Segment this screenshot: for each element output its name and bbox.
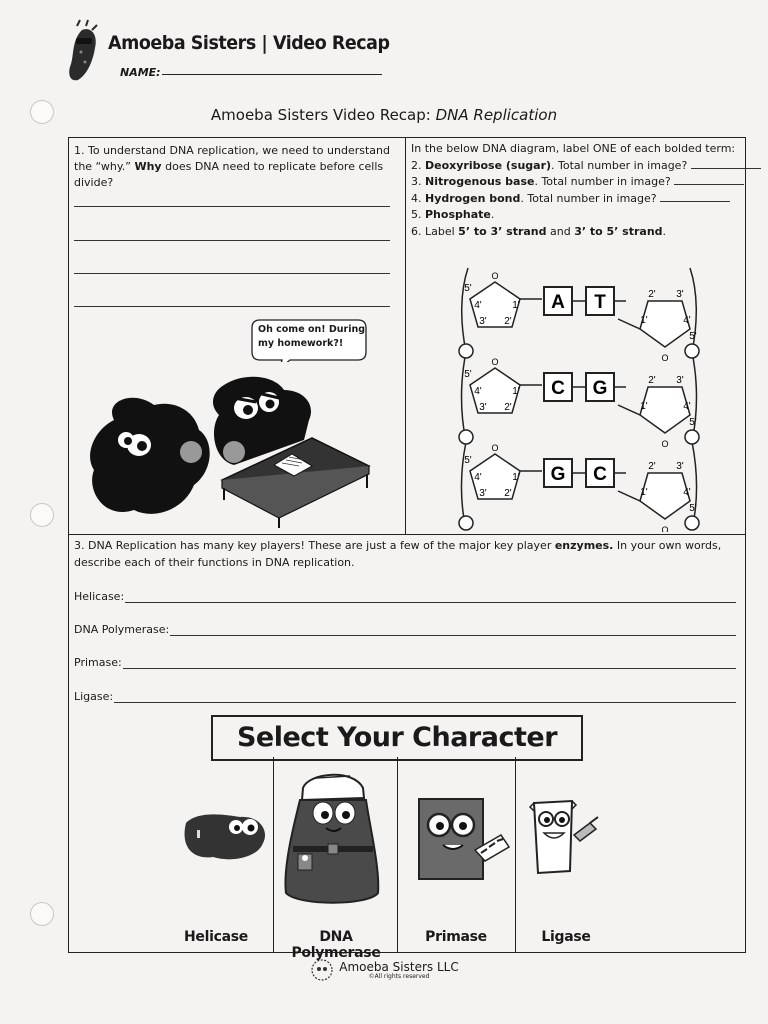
enzyme-answer-line[interactable]: [170, 626, 736, 636]
carbon-label: 1': [512, 386, 520, 397]
punch-hole: [30, 902, 54, 926]
q3-bold: enzymes.: [554, 539, 614, 552]
enzyme-row-polymerase: [74, 623, 736, 636]
q2-item-2: [411, 158, 741, 175]
amoeba-sisters-desk-illustration: [84, 370, 374, 530]
select-character-title: Select Your Character: [211, 715, 583, 761]
q2-item-5-num: 5.: [411, 208, 425, 221]
carbon-label: 5': [464, 369, 472, 380]
q2-item-6-d: 3’ to 5’ strand: [574, 224, 663, 238]
carbon-label: 4': [474, 386, 482, 397]
oxygen-label: O: [491, 271, 499, 281]
enzyme-row-primase: [74, 656, 736, 669]
character-divider: [273, 757, 274, 952]
q1-text-a: 1. To understand DNA replication, we need to understand the “why.”: [74, 144, 390, 173]
divider-horizontal: [68, 534, 745, 535]
enzyme-row-ligase: [74, 690, 736, 703]
carbon-label: 2': [504, 402, 512, 413]
carbon-label: 2': [504, 488, 512, 499]
q1-answer-line[interactable]: [74, 240, 390, 241]
q2-item-5-term: Phosphate: [425, 208, 491, 221]
carbon-label: 5': [689, 417, 697, 428]
q1-text-b: does DNA need to replicate before cells divide?: [74, 160, 384, 189]
page-title: [0, 106, 768, 124]
carbon-label: 4': [474, 300, 482, 311]
q2-item-3-text: . Total number in image?: [534, 175, 671, 188]
carbon-label: 1': [512, 300, 520, 311]
oxygen-label: O: [661, 439, 669, 449]
amoeba-sisters-footer-logo-icon: [309, 958, 335, 982]
q2-item-2-term: Deoxyribose (sugar): [425, 158, 552, 172]
carbon-label: 5': [464, 283, 472, 294]
oxygen-label: O: [491, 443, 499, 453]
name-field[interactable]: [162, 74, 382, 75]
base-letter: C: [551, 378, 565, 399]
q2-item-3-blank[interactable]: [674, 174, 744, 185]
dna-diagram[interactable]: [440, 262, 720, 532]
q2-item-4: [411, 191, 741, 208]
question-2: [411, 141, 741, 240]
page-title-prefix: Amoeba Sisters Video Recap:: [210, 106, 436, 124]
q1-answer-line[interactable]: [74, 306, 390, 307]
carbon-label: 3': [676, 289, 684, 300]
carbon-label: 2': [648, 375, 656, 386]
base-letter: C: [593, 464, 607, 485]
ligase-character-icon[interactable]: [528, 797, 608, 877]
page-title-topic: DNA Replication: [435, 106, 558, 124]
carbon-label: 5': [689, 503, 697, 514]
q2-item-3-num: 3.: [411, 175, 425, 188]
q1-answer-line[interactable]: [74, 206, 390, 207]
character-divider: [397, 757, 398, 952]
oxygen-label: O: [661, 525, 669, 532]
character-label-primase: Primase: [425, 929, 487, 945]
footer-company: Amoeba Sisters LLC: [339, 960, 459, 974]
q2-item-6: [411, 224, 741, 241]
character-label-dna-polymerase: DNA Polymerase: [291, 929, 381, 961]
enzyme-answer-line[interactable]: [125, 593, 736, 603]
character-divider: [515, 757, 516, 952]
carbon-label: 3': [479, 316, 487, 327]
base-letter: T: [594, 292, 606, 313]
carbon-label: 3': [676, 461, 684, 472]
left-backbone: [462, 268, 469, 530]
enzyme-answer-line[interactable]: [123, 659, 736, 669]
footer-rights: ©All rights reserved: [368, 973, 430, 980]
base-letter: G: [550, 464, 566, 485]
phosphate-circle: [685, 344, 699, 358]
question-1: [74, 143, 394, 191]
carbon-label: 4': [683, 487, 691, 498]
phosphate-circle: [459, 344, 473, 358]
carbon-label: 5': [464, 455, 472, 466]
q2-item-4-text: . Total number in image?: [520, 191, 657, 205]
carbon-label: 2': [504, 316, 512, 327]
q1-answer-line[interactable]: [74, 273, 390, 274]
brand-title: Amoeba Sisters | Video Recap: [108, 32, 390, 54]
question-3: [74, 538, 734, 571]
carbon-label: 1': [640, 487, 648, 498]
q2-intro: In the below DNA diagram, label ONE of each bolded term:: [411, 142, 736, 155]
base-letter: A: [551, 292, 565, 313]
q2-item-6-e: .: [662, 224, 667, 238]
q2-item-4-blank[interactable]: [660, 191, 730, 202]
carbon-label: 1': [512, 472, 520, 483]
enzyme-label: Primase:: [74, 656, 122, 669]
oxygen-label: O: [661, 353, 669, 363]
enzyme-answer-line[interactable]: [114, 693, 736, 703]
carbon-label: 3': [479, 402, 487, 413]
character-label-helicase: Helicase: [184, 929, 248, 945]
q1-bold: Why: [134, 160, 162, 173]
q3-text-a: 3. DNA Replication has many key players! These are just a few of the major key player: [74, 539, 555, 552]
q2-item-5: [411, 207, 741, 224]
divider-vertical: [405, 137, 406, 534]
q2-item-6-a: 6. Label: [411, 224, 459, 238]
carbon-label: 4': [683, 315, 691, 326]
helicase-character-icon[interactable]: [178, 805, 272, 865]
sugar-base-bond: [618, 491, 640, 501]
enzyme-label: Ligase:: [74, 690, 114, 703]
base-letter: G: [592, 378, 608, 399]
q2-item-2-text: . Total number in image?: [551, 158, 688, 172]
enzyme-label: DNA Polymerase:: [74, 623, 170, 636]
enzyme-label: Helicase:: [74, 590, 125, 603]
right-backbone: [690, 268, 697, 530]
q2-item-4-num: 4.: [411, 191, 425, 205]
q2-item-3-term: Nitrogenous base: [425, 175, 535, 188]
character-label-ligase: Ligase: [541, 929, 591, 945]
footer: [0, 958, 768, 986]
q2-item-3: [411, 174, 741, 191]
carbon-label: 2': [648, 461, 656, 472]
q2-item-2-blank[interactable]: [691, 158, 761, 169]
carbon-label: 2': [648, 289, 656, 300]
q3-text-b: In your own words, describe each of their functions in DNA replication.: [74, 539, 722, 569]
carbon-label: 4': [474, 472, 482, 483]
carbon-label: 1': [640, 401, 648, 412]
speech-text: Oh come on! During my homework?!: [258, 324, 366, 349]
dna-polymerase-character-icon[interactable]: [278, 768, 388, 908]
phosphate-circle: [685, 516, 699, 530]
carbon-label: 3': [676, 375, 684, 386]
primase-character-icon[interactable]: [415, 795, 515, 885]
phosphate-circle: [685, 430, 699, 444]
q2-item-2-num: 2.: [411, 158, 425, 172]
oxygen-label: O: [491, 357, 499, 367]
carbon-label: 1': [640, 315, 648, 326]
sugar-base-bond: [618, 319, 640, 329]
name-label: NAME:: [120, 66, 161, 79]
phosphate-circle: [459, 516, 473, 530]
carbon-label: 4': [683, 401, 691, 412]
sugar-base-bond: [618, 405, 640, 415]
phosphate-circle: [459, 430, 473, 444]
q2-item-6-b: 5’ to 3’ strand: [458, 224, 547, 238]
amoeba-logo-icon: [62, 18, 108, 84]
q2-item-5-text: .: [490, 208, 495, 221]
enzyme-row-helicase: [74, 590, 736, 603]
q2-item-4-term: Hydrogen bond: [425, 191, 521, 205]
carbon-label: 3': [479, 488, 487, 499]
punch-hole: [30, 503, 54, 527]
carbon-label: 5': [689, 331, 697, 342]
q2-item-6-c: and: [546, 224, 575, 238]
